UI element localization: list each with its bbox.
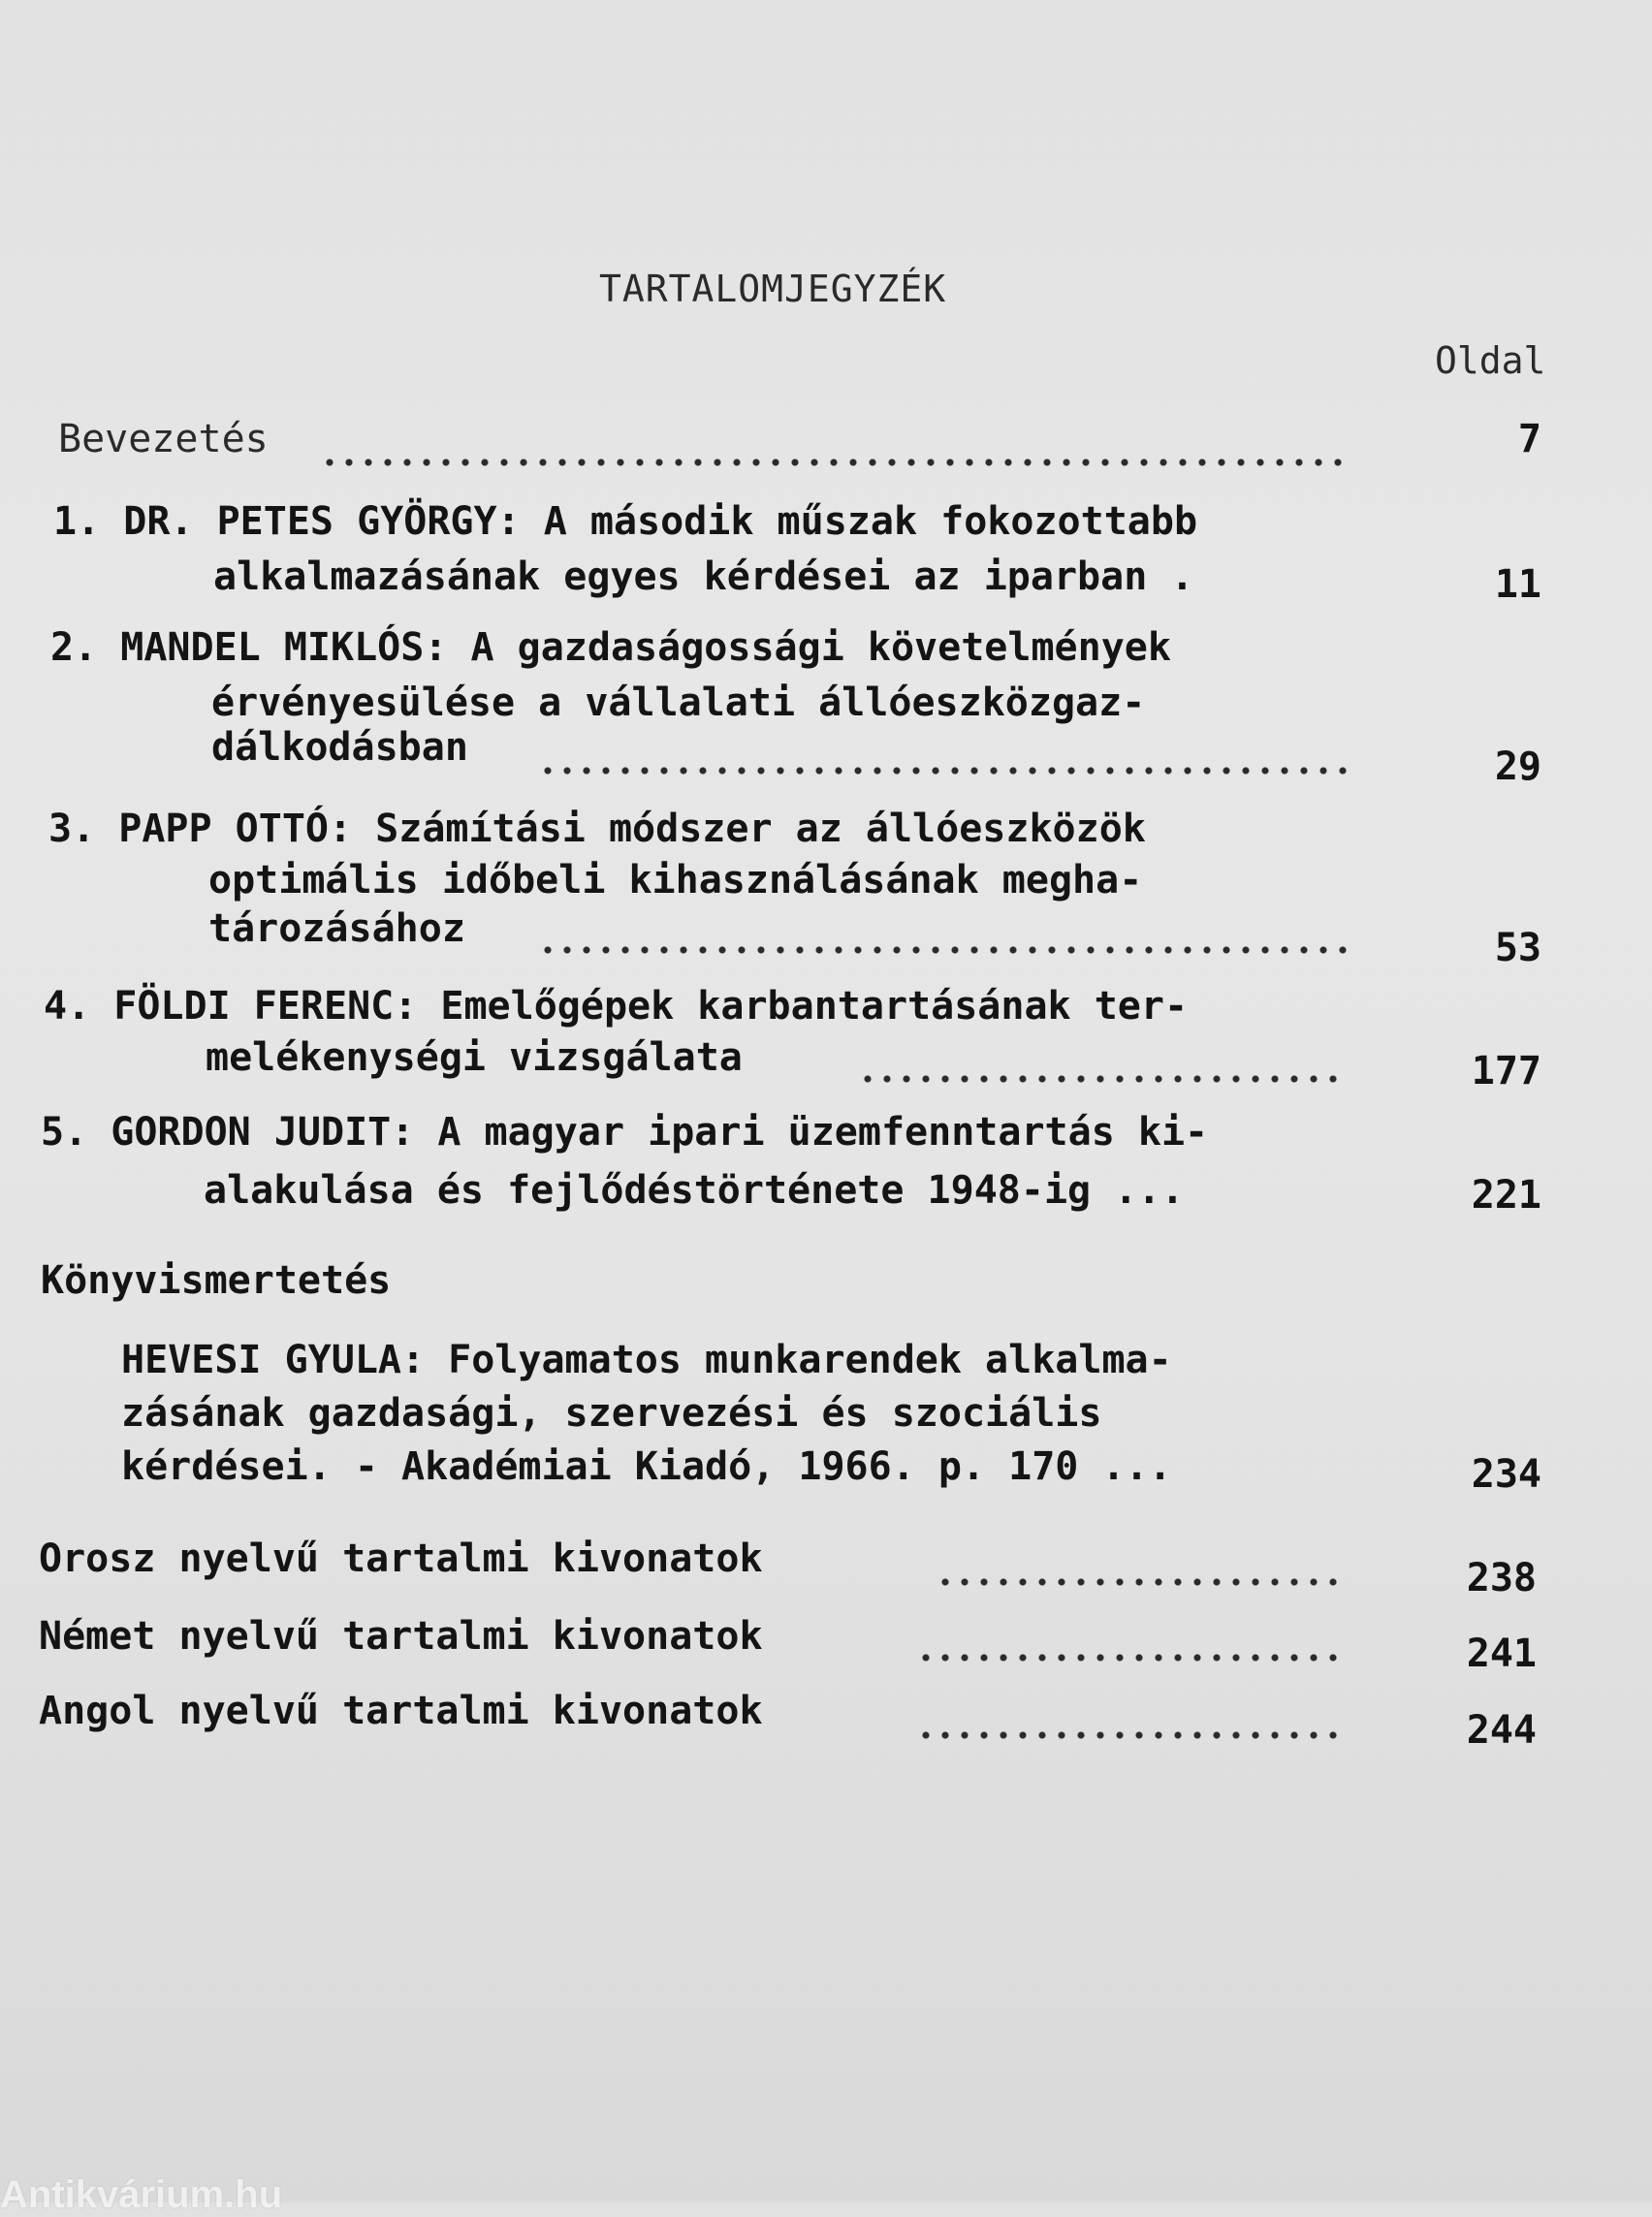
toc-leader-dots: [916, 1653, 1343, 1663]
toc-entry-4-line-1: 4. FÖLDI FERENC: Emelőgépek karbantartásának ter-: [44, 984, 1189, 1029]
toc-entry-4-line-2: melékenységi vizsgálata: [206, 1035, 743, 1080]
toc-leader-dots: [858, 1074, 1343, 1084]
toc-entry-3-page: 53: [1494, 926, 1541, 970]
toc-entry-5-page: 221: [1471, 1173, 1541, 1218]
toc-entry-3-line-1: 3. PAPP OTTÓ: Számítási módszer az állóeszközök: [48, 807, 1146, 851]
toc-leader-dots: [916, 1730, 1343, 1740]
book-review-page: 234: [1471, 1452, 1541, 1497]
toc-entry-1-line-1: 1. DR. PETES GYÖRGY: A második műszak fokozottabb: [53, 499, 1198, 544]
abstract-english-page: 244: [1466, 1708, 1537, 1753]
toc-leader-dots: [538, 766, 1348, 776]
abstract-german-label: Német nyelvű tartalmi kivonatok: [39, 1614, 763, 1659]
book-review-line-3: kérdései. - Akadémiai Kiadó, 1966. p. 170 ...: [121, 1444, 1172, 1489]
toc-entry-3-line-2: optimális időbeli kihasználásának megha-: [208, 858, 1143, 903]
toc-title: TARTALOMJEGYZÉK: [599, 268, 947, 310]
toc-entry-1-line-2: alkalmazásának egyes kérdései az iparban .: [213, 554, 1194, 599]
watermark: Antikvárium.hu: [0, 2173, 283, 2216]
book-review-line-1: HEVESI GYULA: Folyamatos munkarendek alkalma-: [121, 1338, 1172, 1382]
toc-leader-dots: [320, 458, 1348, 467]
toc-entry-2-line-1: 2. MANDEL MIKLÓS: A gazdaságossági követelmények: [50, 625, 1171, 670]
toc-leader-dots: [936, 1577, 1343, 1587]
toc-leader-dots: [538, 945, 1348, 955]
page-column-label: Oldal: [1435, 339, 1546, 382]
abstract-russian-label: Orosz nyelvű tartalmi kivonatok: [39, 1536, 763, 1581]
toc-entry-2-line-3: dálkodásban: [211, 725, 468, 770]
toc-entry-intro-title: Bevezetés: [58, 417, 269, 461]
abstract-russian-page: 238: [1466, 1556, 1537, 1600]
toc-entry-1-page: 11: [1494, 562, 1541, 607]
book-review-line-2: zásának gazdasági, szervezési és szociális: [121, 1391, 1102, 1436]
book-review-heading: Könyvismertetés: [41, 1258, 392, 1303]
abstract-english-label: Angol nyelvű tartalmi kivonatok: [39, 1689, 763, 1733]
abstract-german-page: 241: [1466, 1631, 1537, 1676]
toc-entry-2-page: 29: [1494, 744, 1541, 789]
toc-entry-5-line-1: 5. GORDON JUDIT: A magyar ipari üzemfenntartás ki-: [41, 1110, 1209, 1155]
toc-entry-intro-page: 7: [1517, 417, 1541, 461]
toc-entry-4-page: 177: [1471, 1049, 1541, 1093]
toc-entry-3-line-3: tározásához: [208, 906, 465, 951]
toc-entry-2-line-2: érvényesülése a vállalati állóeszközgaz-: [211, 681, 1146, 725]
toc-entry-5-line-2: alakulása és fejlődéstörténete 1948-ig ...: [204, 1168, 1185, 1213]
